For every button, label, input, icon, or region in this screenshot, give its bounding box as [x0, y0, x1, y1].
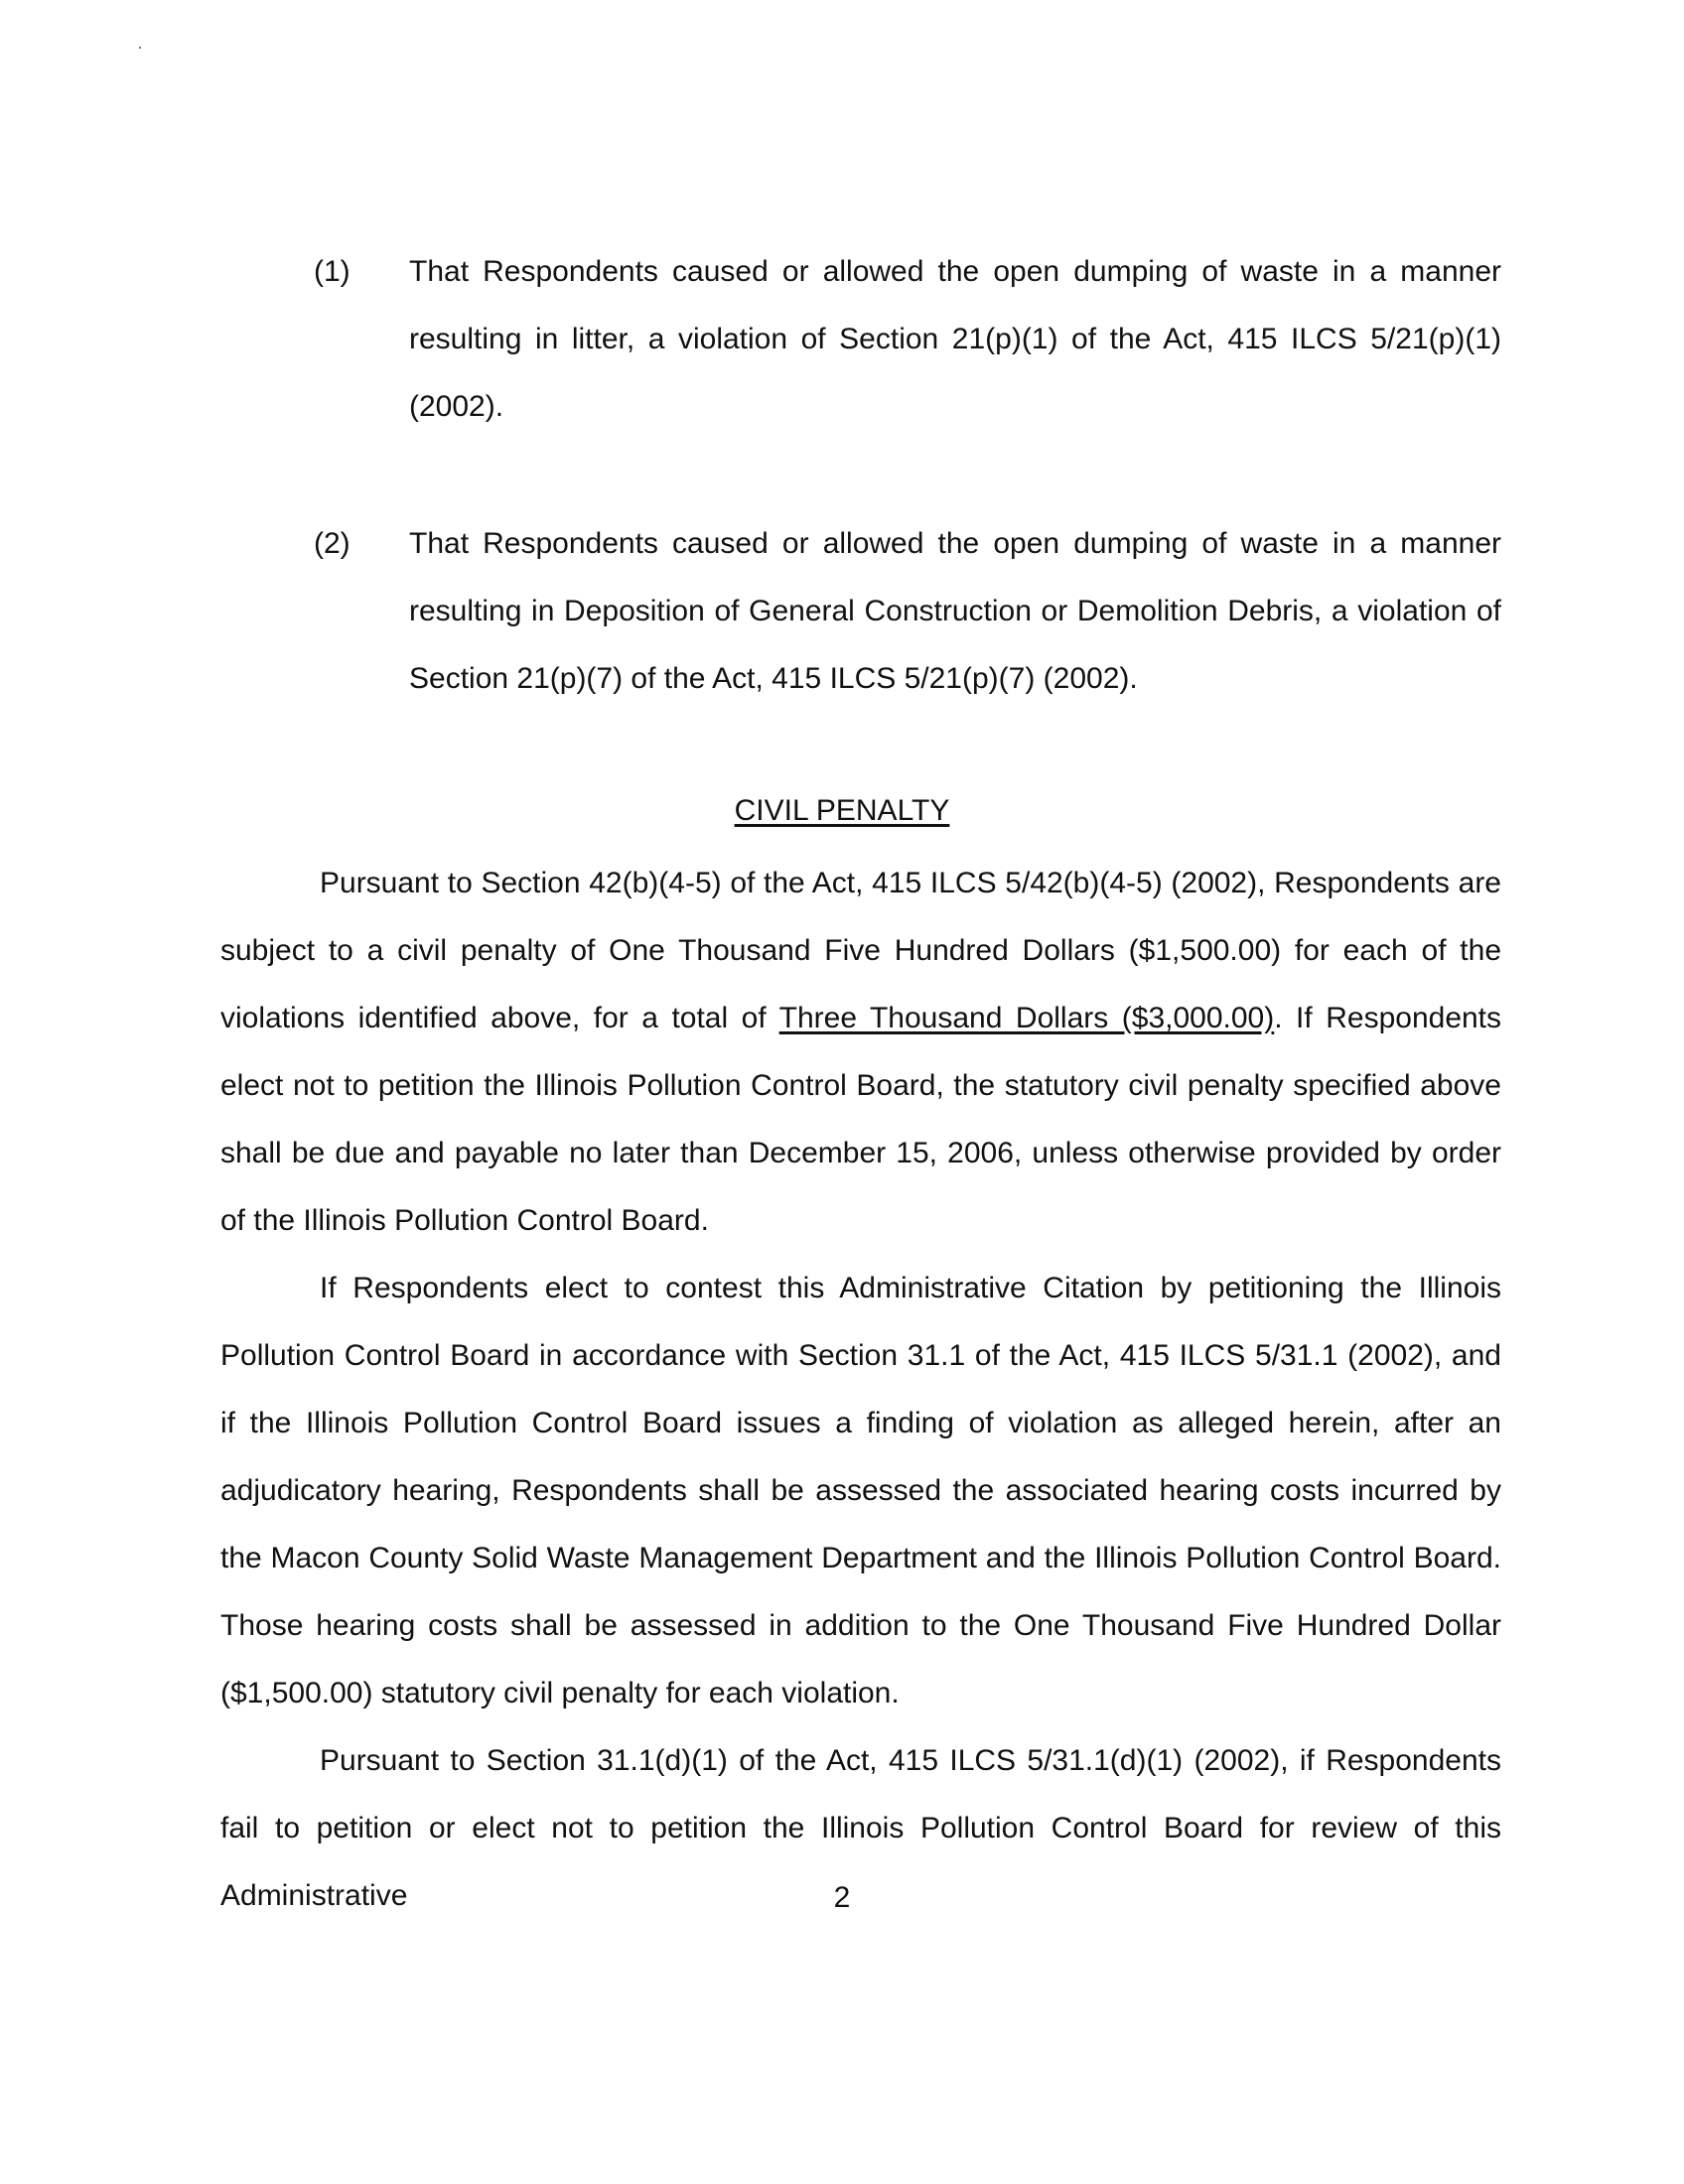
finding-text: That Respondents caused or allowed the open dumping of waste in a manner resulting in Deposition of General Construction or Demolition Debris, a violation of Section 21(p)(7) of the Act, 415 ILCS 5/21(p)(7) (2002). [409, 527, 1501, 695]
paragraph-failure-to-petition: Pursuant to Section 31.1(d)(1) of the Act, 415 ILCS 5/31.1(d)(1) (2002), if Respondents fail to petition or elect not to petition the Illinois Pollution Control Board for review of this Administrative [220, 1744, 1501, 1912]
penalty-total: Three Thousand Dollars ($3,000.00) [778, 1002, 1275, 1034]
main-text [220, 850, 1501, 1930]
finding-item [220, 510, 1501, 713]
paragraph-text: . If Respondents elect not to petition the Illinois Pollution Control Board, the statutory civil penalty specified above shall be due and payable no later than December 15, 2006, unless otherwise provided by order of the Illinois Pollution Control Board. [220, 1002, 1502, 1237]
paragraph-civil-penalty [220, 850, 1501, 1255]
paragraph-text: Pursuant to Section 42(b)(4-5) of the Act, 415 ILCS 5/42(b)(4-5) (2002), Respondents are subject to a civil penalty of One Thousand Five Hundred Dollars ($1,500.00) for each of the violations identified above, for a total of [220, 867, 1501, 1034]
finding-number: (2) [314, 527, 351, 560]
page-number: 2 [833, 1881, 851, 1914]
finding-item [220, 238, 1501, 441]
finding-text: That Respondents caused or allowed the open dumping of waste in a manner resulting in litter, a violation of Section 21(p)(1) of the Act, 415 ILCS 5/21(p)(1) (2002). [409, 255, 1501, 423]
paragraph-contest: If Respondents elect to contest this Administrative Citation by petitioning the Illinois Pollution Control Board in accordance with Section 31.1 of the Act, 415 ILCS 5/31.1 (2002), and if the Illinois Pollution Control Board issues a finding of violation as alleged herein, after an adjudicatory hearing, Respondents shall be assessed the associated hearing costs incurred by the Macon County Solid Waste Management Department and the Illinois Pollution Control Board. Those hearing costs shall be assessed in addition to the One Thousand Five Hundred Dollar ($1,500.00) statutory civil penalty for each violation. [220, 1272, 1501, 1709]
finding-number: (1) [314, 255, 351, 288]
scan-speck [139, 47, 141, 49]
section-heading: CIVIL PENALTY [734, 794, 950, 827]
